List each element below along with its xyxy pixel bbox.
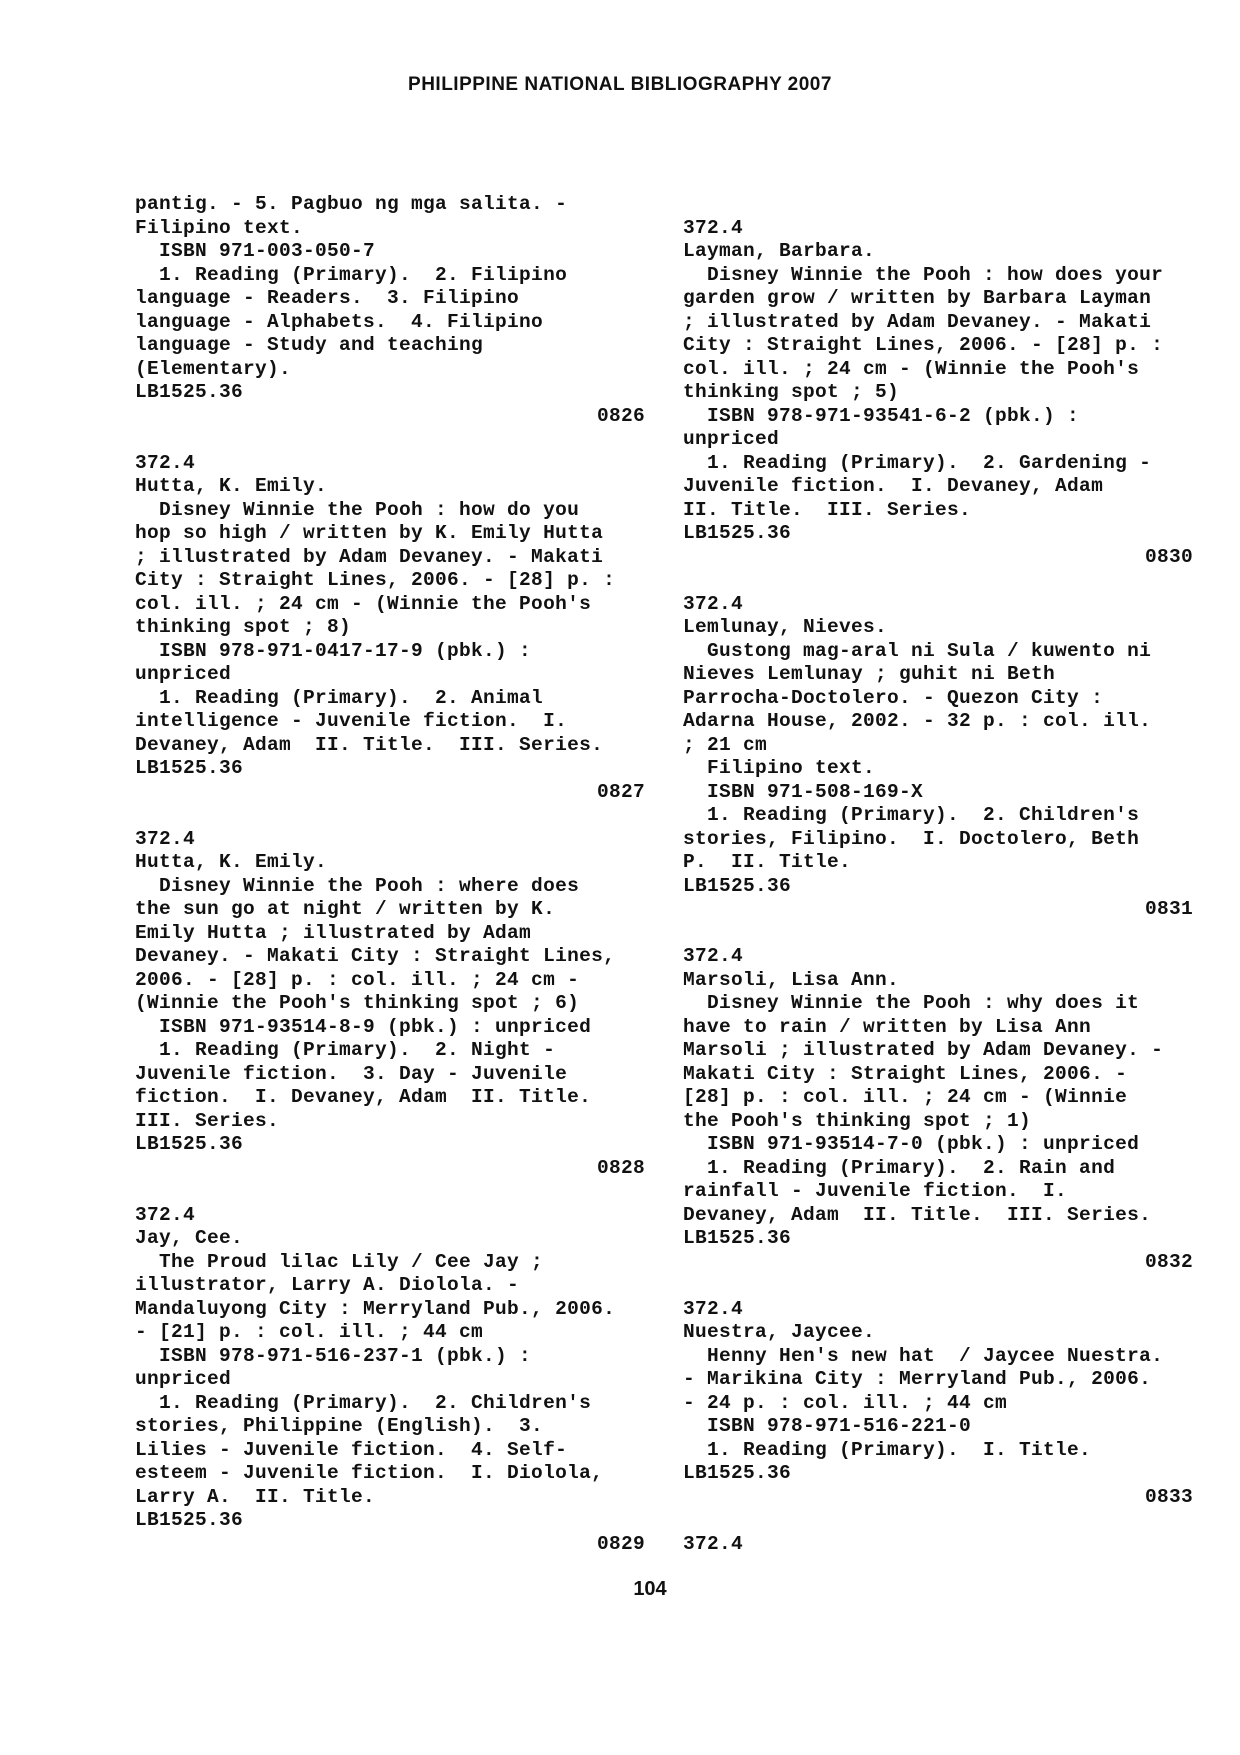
entry-line: ISBN 971-93514-7-0 (pbk.) : unpriced — [683, 1133, 1140, 1155]
entry-line: Lemlunay, Nieves. — [683, 616, 888, 638]
entry-line: Juvenile fiction. 3. Day - Juvenile — [135, 1062, 568, 1085]
entry-line: stories, Filipino. I. Doctolero, Beth — [683, 827, 1140, 850]
entry-line: stories, Philippine (English). 3. — [135, 1415, 544, 1437]
entry-number: 0829 — [596, 1532, 645, 1555]
entry-line: Makati City : Straight Lines, 2006. - — [683, 1062, 1128, 1085]
entry-line: Nuestra, Jaycee. — [683, 1321, 876, 1343]
entry-line: col. ill. ; 24 cm - (Winnie the Pooh's — [135, 592, 592, 615]
entry-line: - Marikina City : Merryland Pub., 2006. — [683, 1368, 1152, 1390]
entry-line: Hutta, K. Emily. — [135, 475, 328, 497]
entry-line: Nieves Lemlunay ; guhit ni Beth — [683, 663, 1056, 685]
entry-line: ; 21 cm — [683, 733, 768, 756]
entry-line: ISBN 978-971-516-237-1 (pbk.) : — [135, 1344, 532, 1367]
entry-line: 2006. - [28] p. : col. ill. ; 24 cm - — [135, 968, 580, 991]
entry-number: 0831 — [1144, 898, 1193, 920]
entry-line: Lilies - Juvenile fiction. 4. Self- — [135, 1438, 568, 1461]
entry-line: thinking spot ; 8) — [135, 616, 352, 638]
entry-spacer — [683, 193, 1193, 217]
entry-line: 372.4 — [135, 1203, 196, 1226]
entry-line: 1. Reading (Primary). 2. Filipino — [135, 263, 568, 286]
entry-line: (Elementary). — [135, 357, 292, 380]
entry-line: language - Alphabets. 4. Filipino — [135, 310, 544, 333]
entry-line: Jay, Cee. — [135, 1227, 244, 1249]
entry-line: ISBN 978-971-516-221-0 — [683, 1415, 972, 1437]
entry-line: 372.4 — [135, 827, 196, 850]
entry-line: 1. Reading (Primary). 2. Night - — [135, 1039, 556, 1061]
entry-spacer — [683, 1509, 1193, 1533]
entry-line: Larry A. II. Title. — [135, 1485, 376, 1508]
entry-line: Devaney. - Makati City : Straight Lines, — [135, 945, 616, 967]
entry-spacer — [135, 428, 645, 452]
entry-line: ISBN 971-003-050-7 — [135, 240, 376, 262]
entry-spacer — [683, 922, 1193, 946]
entry-line: City : Straight Lines, 2006. - [28] p. : — [135, 569, 616, 591]
entry-line: II. Title. III. Series. — [683, 498, 972, 521]
entry-line: unpriced — [135, 1368, 232, 1390]
entry-line: Devaney, Adam II. Title. III. Series. — [135, 733, 604, 756]
entry-line: fiction. I. Devaney, Adam II. Title. — [135, 1086, 592, 1108]
entry-line: Gustong mag-aral ni Sula / kuwento ni — [683, 639, 1152, 662]
entry-line: 1. Reading (Primary). 2. Animal — [135, 686, 544, 709]
entry-line: 372.4 — [683, 216, 744, 239]
entry-line: 372.4 — [135, 451, 196, 474]
entry-line: 372.4 — [683, 1532, 744, 1555]
entry-line: [28] p. : col. ill. ; 24 cm - (Winnie — [683, 1086, 1128, 1108]
entry-line: LB1525.36 — [683, 1227, 792, 1249]
entry-spacer — [683, 569, 1193, 593]
entry-line: Hutta, K. Emily. — [135, 851, 328, 873]
entry-line: Filipino text. — [135, 216, 304, 239]
entry-line: LB1525.36 — [135, 1133, 244, 1155]
entry-line: 1. Reading (Primary). 2. Children's — [683, 804, 1140, 826]
entry-spacer — [135, 804, 645, 828]
entry-line: unpriced — [135, 663, 232, 685]
entry-line: rainfall - Juvenile fiction. I. — [683, 1180, 1068, 1202]
entry-line: ISBN 971-93514-8-9 (pbk.) : unpriced — [135, 1015, 592, 1038]
entry-line: Emily Hutta ; illustrated by Adam — [135, 921, 532, 944]
entry-line: Mandaluyong City : Merryland Pub., 2006. — [135, 1297, 616, 1320]
entry-line: Filipino text. — [683, 757, 876, 779]
entry-line: LB1525.36 — [135, 1509, 244, 1531]
entry-line: Disney Winnie the Pooh : where does — [135, 874, 580, 897]
left-column — [135, 193, 645, 1556]
entry-line: language - Readers. 3. Filipino — [135, 287, 520, 309]
entry-line: 372.4 — [683, 945, 744, 967]
entry-line: ISBN 978-971-0417-17-9 (pbk.) : — [135, 639, 532, 662]
entry-line: have to rain / written by Lisa Ann — [683, 1015, 1092, 1038]
entry-line: pantig. - 5. Pagbuo ng mga salita. - — [135, 193, 568, 215]
entry-line: III. Series. — [135, 1109, 280, 1132]
entry-number: 0828 — [596, 1156, 645, 1179]
entry-line: ISBN 971-508-169-X — [683, 780, 924, 803]
entry-line: thinking spot ; 5) — [683, 381, 900, 403]
entry-line: intelligence - Juvenile fiction. I. — [135, 710, 568, 732]
entry-line: esteem - Juvenile fiction. I. Diolola, — [135, 1462, 604, 1484]
entry-line: garden grow / written by Barbara Layman — [683, 287, 1152, 309]
entry-line: ; illustrated by Adam Devaney. - Makati — [683, 310, 1152, 333]
entry-line: LB1525.36 — [683, 874, 792, 897]
entry-line: Juvenile fiction. I. Devaney, Adam — [683, 475, 1104, 497]
entry-line: ; illustrated by Adam Devaney. - Makati — [135, 545, 604, 568]
entry-line: Adarna House, 2002. - 32 p. : col. ill. — [683, 710, 1152, 732]
entry-line: The Proud lilac Lily / Cee Jay ; — [135, 1250, 544, 1273]
entry-line: the Pooh's thinking spot ; 1) — [683, 1109, 1032, 1132]
entry-line: City : Straight Lines, 2006. - [28] p. : — [683, 334, 1164, 356]
entry-line: 1. Reading (Primary). 2. Children's — [135, 1391, 592, 1414]
entry-line: Devaney, Adam II. Title. III. Series. — [683, 1203, 1152, 1226]
entry-line: 1. Reading (Primary). 2. Rain and — [683, 1156, 1116, 1179]
entry-spacer — [683, 1274, 1193, 1298]
entry-line: P. II. Title. — [683, 851, 852, 873]
entry-line: Disney Winnie the Pooh : how does your — [683, 263, 1164, 286]
entry-line: the sun go at night / written by K. — [135, 898, 556, 920]
entry-line: LB1525.36 — [135, 757, 244, 779]
page-number: 104 — [633, 1578, 667, 1600]
entry-number: 0833 — [1144, 1485, 1193, 1508]
entry-line: Disney Winnie the Pooh : why does it — [683, 992, 1140, 1014]
entry-line: Henny Hen's new hat / Jaycee Nuestra. — [683, 1344, 1164, 1367]
entry-line: - 24 p. : col. ill. ; 44 cm — [683, 1391, 1008, 1414]
entry-line: LB1525.36 — [135, 381, 244, 403]
entry-line: 372.4 — [683, 1297, 744, 1320]
entry-line: Layman, Barbara. — [683, 240, 876, 262]
entry-line: LB1525.36 — [683, 522, 792, 544]
page-header: PHILIPPINE NATIONAL BIBLIOGRAPHY 2007 — [408, 74, 832, 95]
entry-line: 1. Reading (Primary). I. Title. — [683, 1438, 1092, 1461]
entry-line: hop so high / written by K. Emily Hutta — [135, 522, 604, 544]
entry-number: 0826 — [596, 404, 645, 427]
entry-line: col. ill. ; 24 cm - (Winnie the Pooh's — [683, 357, 1140, 380]
entry-number: 0832 — [1144, 1250, 1193, 1273]
entry-line: - [21] p. : col. ill. ; 44 cm — [135, 1321, 484, 1343]
entry-line: Parrocha-Doctolero. - Quezon City : — [683, 686, 1104, 709]
entry-line: ISBN 978-971-93541-6-2 (pbk.) : — [683, 404, 1080, 427]
entry-line: language - Study and teaching — [135, 334, 484, 356]
entry-line: 372.4 — [683, 592, 744, 615]
entry-number: 0827 — [596, 780, 645, 803]
entry-line: unpriced — [683, 428, 780, 450]
entry-spacer — [135, 1180, 645, 1204]
entry-line: (Winnie the Pooh's thinking spot ; 6) — [135, 992, 580, 1014]
entry-number: 0830 — [1144, 545, 1193, 568]
right-column — [683, 193, 1193, 1556]
entry-line: Marsoli, Lisa Ann. — [683, 968, 900, 991]
entry-line: 1. Reading (Primary). 2. Gardening - — [683, 451, 1152, 474]
entry-line: Marsoli ; illustrated by Adam Devaney. - — [683, 1039, 1164, 1061]
entry-line: LB1525.36 — [683, 1462, 792, 1484]
entry-line: illustrator, Larry A. Diolola. - — [135, 1274, 520, 1296]
entry-line: Disney Winnie the Pooh : how do you — [135, 498, 580, 521]
